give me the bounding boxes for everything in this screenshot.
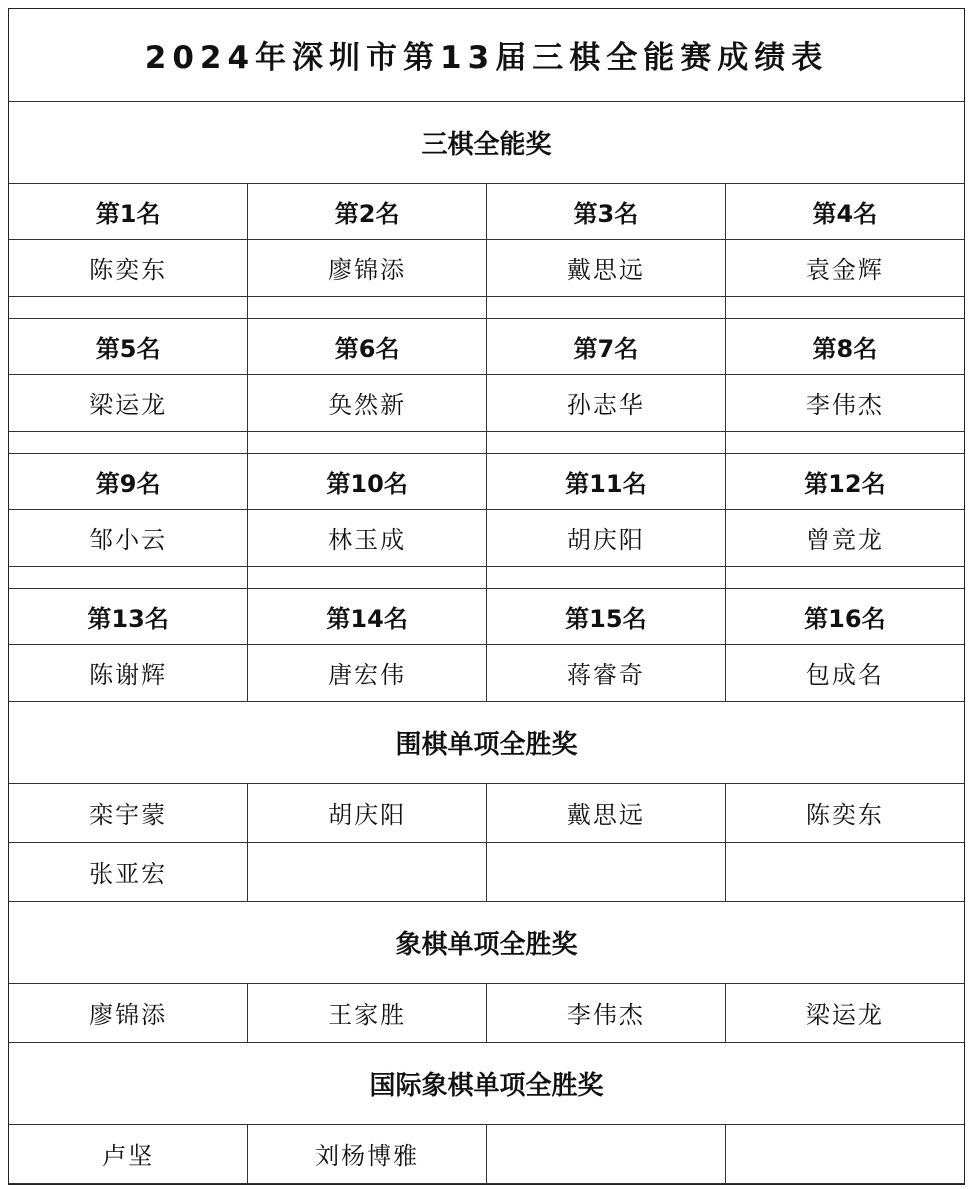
spacer-cell bbox=[248, 296, 487, 318]
spacer-cell bbox=[248, 431, 487, 453]
rank-label: 第2名 bbox=[248, 183, 487, 239]
player-name: 奂然新 bbox=[248, 374, 487, 431]
rank-label: 第13名 bbox=[9, 588, 248, 644]
player-name: 陈奕东 bbox=[9, 239, 248, 296]
player-name: 张亚宏 bbox=[9, 842, 248, 901]
rank-label: 第15名 bbox=[487, 588, 726, 644]
rank-label: 第6名 bbox=[248, 318, 487, 374]
rank-label: 第14名 bbox=[248, 588, 487, 644]
player-name: 邹小云 bbox=[9, 509, 248, 566]
player-name: 蒋睿奇 bbox=[487, 644, 726, 701]
player-name: 李伟杰 bbox=[725, 374, 964, 431]
spacer-cell bbox=[725, 566, 964, 588]
player-name: 戴思远 bbox=[487, 783, 726, 842]
player-name: 陈奕东 bbox=[725, 783, 964, 842]
rank-label: 第10名 bbox=[248, 453, 487, 509]
player-name: 孙志华 bbox=[487, 374, 726, 431]
spacer-cell bbox=[9, 296, 248, 318]
player-name: 包成名 bbox=[725, 644, 964, 701]
player-name: 廖锦添 bbox=[248, 239, 487, 296]
rank-label: 第16名 bbox=[725, 588, 964, 644]
allround-heading: 三棋全能奖 bbox=[9, 101, 964, 183]
player-name: 廖锦添 bbox=[9, 983, 248, 1042]
spacer-cell bbox=[487, 296, 726, 318]
spacer-cell bbox=[248, 566, 487, 588]
page-title: 2024年深圳市第13届三棋全能赛成绩表 bbox=[9, 9, 964, 101]
results-table bbox=[9, 9, 964, 1184]
spacer-cell bbox=[487, 431, 726, 453]
rank-label: 第3名 bbox=[487, 183, 726, 239]
player-name: 梁运龙 bbox=[725, 983, 964, 1042]
rank-label: 第8名 bbox=[725, 318, 964, 374]
player-name: 胡庆阳 bbox=[487, 509, 726, 566]
rank-label: 第9名 bbox=[9, 453, 248, 509]
spacer-cell bbox=[9, 566, 248, 588]
rank-label: 第12名 bbox=[725, 453, 964, 509]
rank-label: 第5名 bbox=[9, 318, 248, 374]
empty-cell bbox=[487, 842, 726, 901]
rank-label: 第11名 bbox=[487, 453, 726, 509]
player-name: 林玉成 bbox=[248, 509, 487, 566]
xiangqi-heading: 象棋单项全胜奖 bbox=[9, 901, 964, 983]
player-name: 刘杨博雅 bbox=[248, 1124, 487, 1183]
empty-cell bbox=[248, 842, 487, 901]
player-name: 戴思远 bbox=[487, 239, 726, 296]
empty-cell bbox=[725, 842, 964, 901]
player-name: 卢坚 bbox=[9, 1124, 248, 1183]
player-name: 曾竞龙 bbox=[725, 509, 964, 566]
rank-label: 第4名 bbox=[725, 183, 964, 239]
empty-cell bbox=[725, 1124, 964, 1183]
go-heading: 围棋单项全胜奖 bbox=[9, 701, 964, 783]
player-name: 梁运龙 bbox=[9, 374, 248, 431]
player-name: 唐宏伟 bbox=[248, 644, 487, 701]
spacer-cell bbox=[725, 296, 964, 318]
spacer-cell bbox=[725, 431, 964, 453]
empty-cell bbox=[487, 1124, 726, 1183]
player-name: 胡庆阳 bbox=[248, 783, 487, 842]
rank-label: 第7名 bbox=[487, 318, 726, 374]
player-name: 王家胜 bbox=[248, 983, 487, 1042]
chess-heading: 国际象棋单项全胜奖 bbox=[9, 1042, 964, 1124]
results-sheet bbox=[8, 8, 965, 1185]
player-name: 陈谢辉 bbox=[9, 644, 248, 701]
player-name: 李伟杰 bbox=[487, 983, 726, 1042]
rank-label: 第1名 bbox=[9, 183, 248, 239]
spacer-cell bbox=[487, 566, 726, 588]
spacer-cell bbox=[9, 431, 248, 453]
player-name: 袁金辉 bbox=[725, 239, 964, 296]
player-name: 栾宇蒙 bbox=[9, 783, 248, 842]
